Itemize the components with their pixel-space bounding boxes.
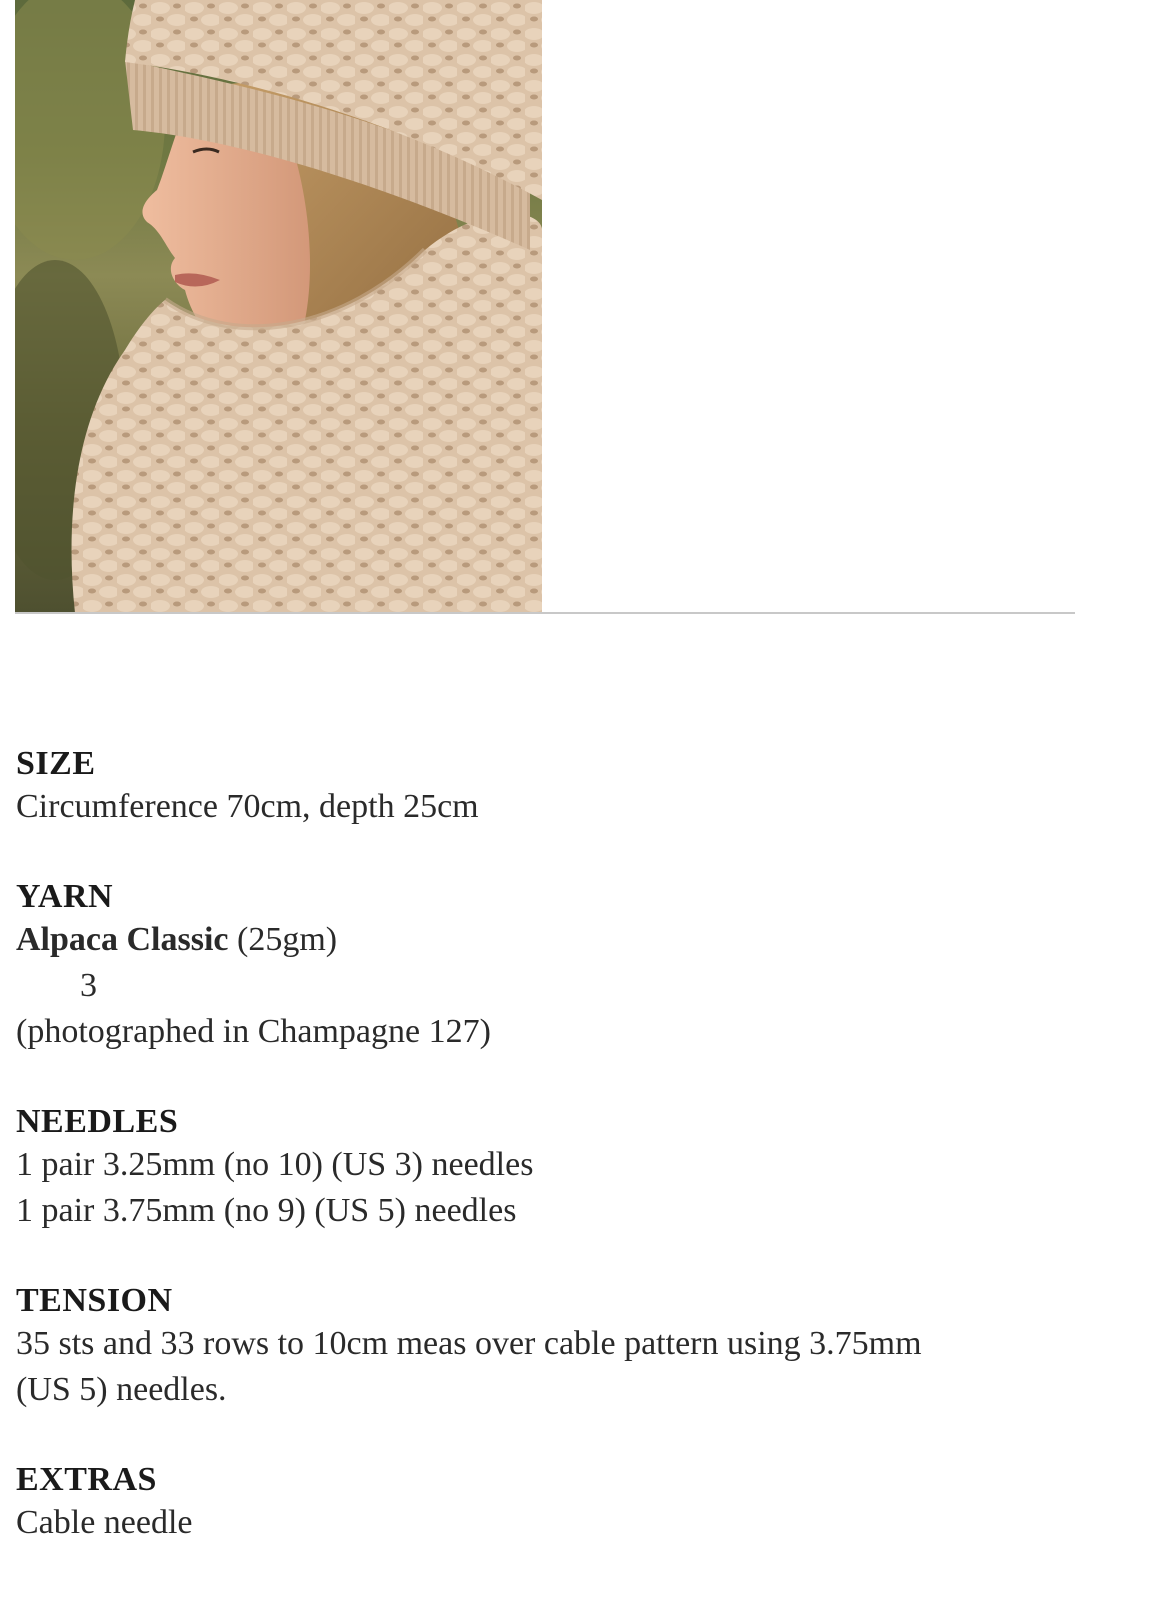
needles-line: 1 pair 3.25mm (no 10) (US 3) needles: [16, 1146, 534, 1183]
knitwear-model-illustration: [15, 0, 542, 613]
needles-heading: NEEDLES: [16, 1103, 179, 1140]
yarn-weight: (25gm): [237, 921, 338, 958]
yarn-section: [16, 877, 1116, 1055]
tension-heading: TENSION: [16, 1282, 173, 1319]
size-heading: SIZE: [16, 745, 96, 782]
yarn-name: Alpaca Classic: [16, 921, 229, 958]
extras-text: Cable needle: [16, 1504, 193, 1541]
yarn-quantity: 3: [80, 967, 97, 1004]
extras-heading: EXTRAS: [16, 1461, 157, 1498]
yarn-heading: YARN: [16, 878, 114, 915]
pattern-details: [16, 744, 1116, 1593]
divider-rule: [15, 612, 1075, 614]
tension-section: [16, 1281, 1116, 1413]
product-photo: [15, 0, 542, 613]
tension-line: 35 sts and 33 rows to 10cm meas over cable pattern using 3.75mm: [16, 1325, 922, 1362]
yarn-note: (photographed in Champagne 127): [16, 1013, 491, 1050]
needles-section: [16, 1102, 1116, 1234]
needles-line: 1 pair 3.75mm (no 9) (US 5) needles: [16, 1192, 517, 1229]
size-section: [16, 744, 1116, 830]
extras-section: [16, 1460, 1116, 1546]
size-text: Circumference 70cm, depth 25cm: [16, 788, 479, 825]
yarn-name-line: [16, 917, 1116, 963]
tension-line: (US 5) needles.: [16, 1371, 227, 1408]
